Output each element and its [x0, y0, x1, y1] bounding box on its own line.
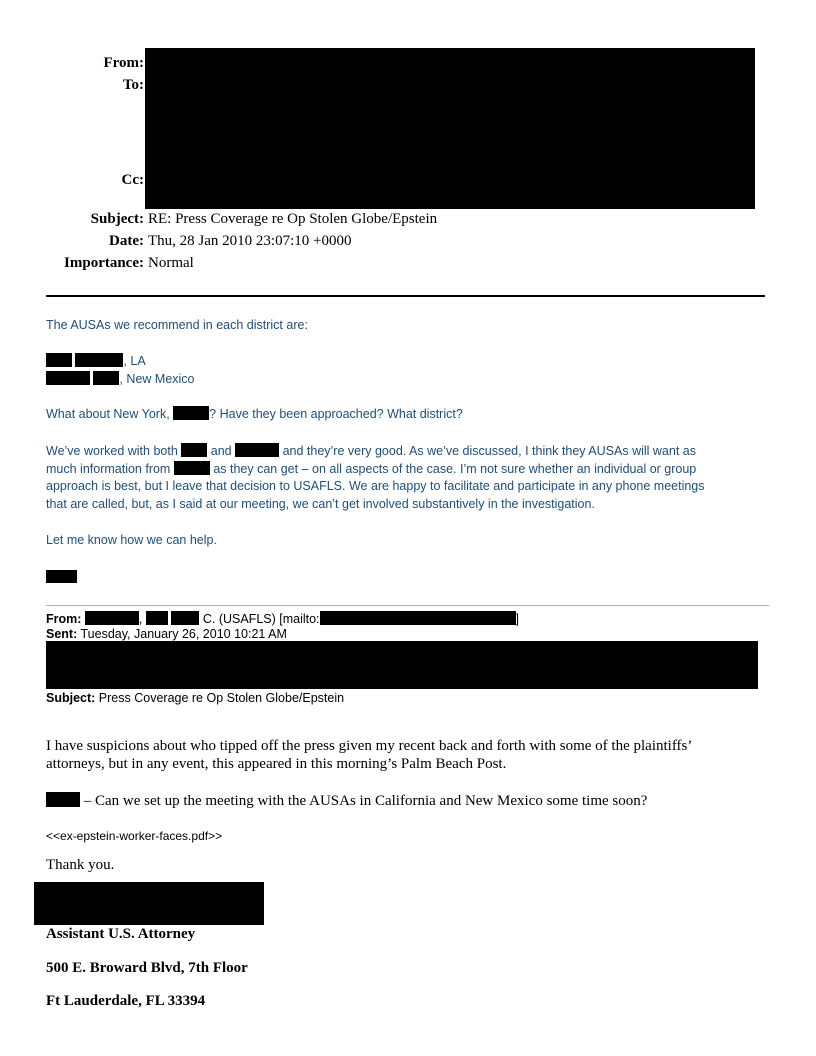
header-divider [46, 295, 765, 297]
orig-subject-label: Subject: [46, 691, 96, 705]
orig-body-question-text: – Can we set up the meeting with the AUSAs in California and New Mexico some time soon? [83, 793, 648, 809]
orig-from-line [46, 611, 519, 626]
date-label: Date: [109, 233, 144, 249]
subject-label: Subject: [90, 211, 144, 227]
date-value: Thu, 28 Jan 2010 23:07:10 +0000 [148, 233, 352, 249]
sender-name-redaction [34, 882, 264, 925]
to-label: To: [122, 77, 144, 93]
orig-subject-line [46, 691, 344, 705]
district-nm: , New Mexico [119, 372, 195, 386]
redaction [46, 792, 80, 807]
orig-body-line-1: I have suspicions about who tipped off the press given my recent back and forth with some of the plaintiffs’ [46, 738, 693, 754]
ny-question [46, 406, 463, 421]
district-la-line [46, 353, 146, 368]
para-line-1 [46, 443, 696, 458]
orig-from-mid: C. (USAFLS) [mailto: [202, 612, 320, 626]
subject-value: RE: Press Coverage re Op Stolen Globe/Epstein [148, 211, 438, 227]
cc-label: Cc: [121, 172, 144, 188]
orig-body-line-2: attorneys, but in any event, this appeared in this morning’s Palm Beach Post. [46, 756, 507, 772]
para-b1: much information from [46, 462, 171, 476]
para-line-4: that are called, but, as I said at our meeting, we can’t get involved substantively in the investigation. [46, 497, 595, 511]
from-label: From: [103, 55, 144, 71]
redaction [173, 406, 209, 420]
sig-city: Ft Lauderdale, FL 33394 [46, 993, 206, 1009]
orig-from-label: From: [46, 612, 82, 626]
district-nm-line [46, 371, 195, 386]
redaction [46, 371, 90, 385]
orig-sent-label: Sent: [46, 627, 78, 641]
redaction [93, 371, 119, 385]
redaction [75, 353, 123, 367]
reply-intro: The AUSAs we recommend in each district are: [46, 318, 308, 332]
redaction [235, 443, 279, 457]
para-line-3: approach is best, but I leave that decision to USAFLS. We are happy to facilitate and participate in any phone meetings [46, 479, 705, 493]
header-redaction [145, 48, 755, 209]
para-a1: We’ve worked with both [46, 444, 178, 458]
orig-from-end: ] [515, 612, 520, 626]
importance-label: Importance: [64, 255, 144, 271]
ny-question-part1: What about New York, [46, 407, 170, 421]
para-b2: as they can get – on all aspects of the case. I’m not sure whether an individual or group [213, 462, 697, 476]
redaction [174, 461, 210, 475]
para-a2: and [210, 444, 232, 458]
importance-value: Normal [148, 255, 194, 271]
district-la: , LA [123, 354, 146, 368]
orig-from-comma: , [138, 612, 143, 626]
redaction [85, 611, 139, 625]
para-a3: and they’re very good. As we’ve discussed, I think they AUSAs will want as [282, 444, 696, 458]
attachment-link[interactable]: <<ex-epstein-worker-faces.pdf>> [46, 829, 223, 843]
thanks-line: Thank you. [46, 857, 115, 873]
redaction [146, 611, 168, 625]
sig-address: 500 E. Broward Blvd, 7th Floor [46, 960, 248, 976]
orig-subject-value: Press Coverage re Op Stolen Globe/Epstein [98, 691, 345, 705]
orig-sent-line [46, 627, 287, 641]
redaction [46, 353, 72, 367]
redaction [320, 611, 516, 625]
orig-sent-value: Tuesday, January 26, 2010 10:21 AM [80, 627, 287, 641]
ny-question-part2: ? Have they been approached? What district? [209, 407, 463, 421]
orig-body-question [46, 792, 647, 810]
message-divider [46, 605, 769, 606]
signature-redaction [46, 570, 77, 583]
recipients-redaction [46, 641, 758, 689]
para-line-2 [46, 461, 696, 476]
redaction [171, 611, 199, 625]
help-line: Let me know how we can help. [46, 533, 217, 547]
sig-title: Assistant U.S. Attorney [46, 926, 196, 942]
redaction [181, 443, 207, 457]
